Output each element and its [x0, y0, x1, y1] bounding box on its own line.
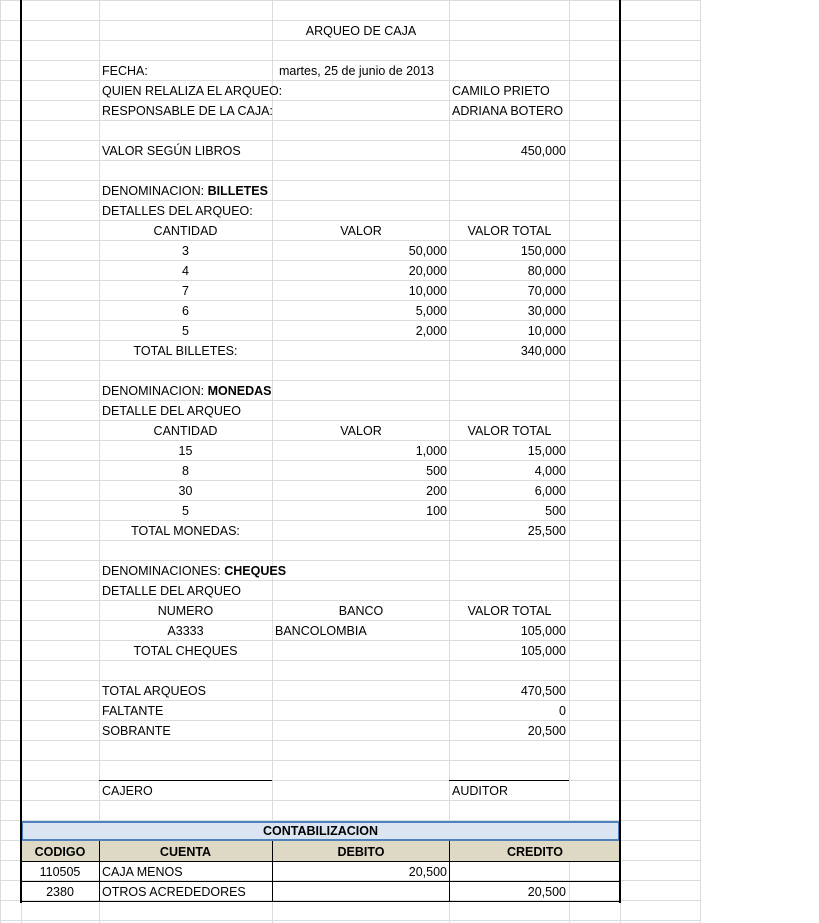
cheques-denom-bold: CHEQUES: [224, 564, 287, 578]
contab-header-credito[interactable]: CREDITO: [506, 845, 564, 859]
billetes-total-label[interactable]: TOTAL BILLETES:: [133, 344, 238, 358]
billetes-total[interactable]: 70,000: [527, 284, 566, 298]
grid-row-line: [0, 0, 701, 1]
billetes-total[interactable]: 30,000: [527, 304, 566, 318]
monedas-denom-bold: MONEDAS: [207, 384, 272, 398]
monedas-denom-prefix: DENOMINACION:: [102, 384, 208, 398]
cheques-total-value[interactable]: 105,000: [520, 644, 566, 658]
contab-debito[interactable]: [272, 882, 450, 902]
grid-column-line: [700, 0, 701, 923]
contab-credito[interactable]: [450, 862, 569, 882]
grid-row-line: [0, 760, 701, 761]
cajero-label[interactable]: CAJERO: [102, 784, 153, 798]
monedas-total-value[interactable]: 25,500: [527, 524, 566, 538]
monedas-col-cantidad[interactable]: CANTIDAD: [153, 424, 218, 438]
monedas-total[interactable]: 500: [545, 504, 566, 518]
billetes-cantidad[interactable]: 5: [182, 324, 189, 338]
billetes-valor[interactable]: 10,000: [408, 284, 447, 298]
sobrante-value[interactable]: 20,500: [527, 724, 566, 738]
billetes-detalle-label[interactable]: DETALLES DEL ARQUEO:: [102, 204, 253, 218]
contab-table-line: [21, 901, 620, 902]
contabilizacion-title[interactable]: CONTABILIZACION: [262, 824, 379, 838]
cheques-total[interactable]: 105,000: [520, 624, 566, 638]
monedas-cantidad[interactable]: 5: [182, 504, 189, 518]
contab-table-line: [449, 841, 450, 902]
monedas-cantidad[interactable]: 30: [178, 484, 193, 498]
billetes-total[interactable]: 80,000: [527, 264, 566, 278]
grid-column-line: [0, 0, 1, 923]
billetes-valor[interactable]: 20,000: [408, 264, 447, 278]
monedas-cantidad[interactable]: 15: [178, 444, 193, 458]
contab-header-cuenta[interactable]: CUENTA: [159, 845, 212, 859]
contab-table-line: [272, 841, 273, 902]
monedas-col-total[interactable]: VALOR TOTAL: [467, 424, 552, 438]
monedas-cantidad[interactable]: 8: [182, 464, 189, 478]
total-arqueos-label[interactable]: TOTAL ARQUEOS: [102, 684, 206, 698]
contab-cuenta[interactable]: OTROS ACREDEDORES: [102, 885, 246, 899]
contab-debito[interactable]: 20,500: [408, 865, 447, 879]
monedas-col-valor[interactable]: VALOR: [340, 424, 382, 438]
contab-header-codigo[interactable]: CODIGO: [34, 845, 86, 859]
fecha-value[interactable]: martes, 25 de junio de 2013: [279, 64, 434, 78]
cheques-banco[interactable]: BANCOLOMBIA: [275, 624, 367, 638]
quien-value[interactable]: CAMILO PRIETO: [452, 84, 550, 98]
billetes-cantidad[interactable]: 6: [182, 304, 189, 318]
auditor-label[interactable]: AUDITOR: [452, 784, 509, 798]
billetes-valor[interactable]: 2,000: [415, 324, 447, 338]
cheques-col-total[interactable]: VALOR TOTAL: [467, 604, 552, 618]
left-report-border: [20, 0, 22, 903]
billetes-total[interactable]: 150,000: [520, 244, 566, 258]
billetes-valor[interactable]: 50,000: [408, 244, 447, 258]
contab-cuenta[interactable]: CAJA MENOS: [102, 865, 183, 879]
monedas-detalle-label[interactable]: DETALLE DEL ARQUEO: [102, 404, 241, 418]
faltante-value[interactable]: 0: [559, 704, 566, 718]
valor-libros-label[interactable]: VALOR SEGÚN LIBROS: [102, 144, 241, 158]
fecha-label[interactable]: FECHA:: [102, 64, 148, 78]
cheques-detalle-label[interactable]: DETALLE DEL ARQUEO: [102, 584, 241, 598]
cheques-denominacion[interactable]: [99, 561, 299, 581]
contab-header-debito[interactable]: DEBITO: [337, 845, 385, 859]
billetes-cantidad[interactable]: 4: [182, 264, 189, 278]
billetes-cantidad[interactable]: 3: [182, 244, 189, 258]
sheet-title[interactable]: ARQUEO DE CAJA: [305, 24, 417, 38]
contab-table-line: [21, 861, 620, 862]
grid-row-line: [0, 920, 701, 921]
cheques-denom-prefix: DENOMINACIONES:: [102, 564, 225, 578]
billetes-denom-prefix: DENOMINACION:: [102, 184, 208, 198]
faltante-label[interactable]: FALTANTE: [102, 704, 164, 718]
monedas-valor[interactable]: 200: [426, 484, 447, 498]
cheques-col-banco[interactable]: BANCO: [338, 604, 384, 618]
valor-libros-value[interactable]: 450,000: [520, 144, 566, 158]
monedas-total[interactable]: 6,000: [534, 484, 566, 498]
cheques-col-numero[interactable]: NUMERO: [157, 604, 214, 618]
monedas-total[interactable]: 4,000: [534, 464, 566, 478]
billetes-col-valor[interactable]: VALOR: [340, 224, 382, 238]
contab-codigo[interactable]: 2380: [46, 885, 74, 899]
contab-table-line: [99, 841, 100, 902]
billetes-cantidad[interactable]: 7: [182, 284, 189, 298]
total-arqueos-value[interactable]: 470,500: [520, 684, 566, 698]
responsable-value[interactable]: ADRIANA BOTERO: [452, 104, 564, 118]
monedas-valor[interactable]: 1,000: [415, 444, 447, 458]
responsable-label[interactable]: RESPONSABLE DE LA CAJA:: [102, 104, 273, 118]
monedas-total[interactable]: 15,000: [527, 444, 566, 458]
monedas-valor[interactable]: 500: [426, 464, 447, 478]
contab-credito[interactable]: 20,500: [527, 885, 566, 899]
cheques-numero[interactable]: A3333: [167, 624, 204, 638]
billetes-denominacion[interactable]: [99, 181, 299, 201]
monedas-total-label[interactable]: TOTAL MONEDAS:: [131, 524, 240, 538]
billetes-col-total[interactable]: VALOR TOTAL: [467, 224, 552, 238]
billetes-total[interactable]: 10,000: [527, 324, 566, 338]
sobrante-label[interactable]: SOBRANTE: [102, 724, 171, 738]
right-report-border: [619, 0, 621, 903]
billetes-valor[interactable]: 5,000: [415, 304, 447, 318]
grid-column-line: [569, 0, 570, 923]
monedas-denominacion[interactable]: [99, 381, 299, 401]
billetes-col-cantidad[interactable]: CANTIDAD: [153, 224, 218, 238]
contab-codigo[interactable]: 110505: [39, 865, 81, 879]
cheques-total-label[interactable]: TOTAL CHEQUES: [133, 644, 238, 658]
billetes-total-value[interactable]: 340,000: [520, 344, 566, 358]
monedas-valor[interactable]: 100: [426, 504, 447, 518]
billetes-denom-bold: BILLETES: [207, 184, 268, 198]
contab-table-line: [21, 881, 620, 882]
quien-label[interactable]: QUIEN RELALIZA EL ARQUEO:: [102, 84, 283, 98]
